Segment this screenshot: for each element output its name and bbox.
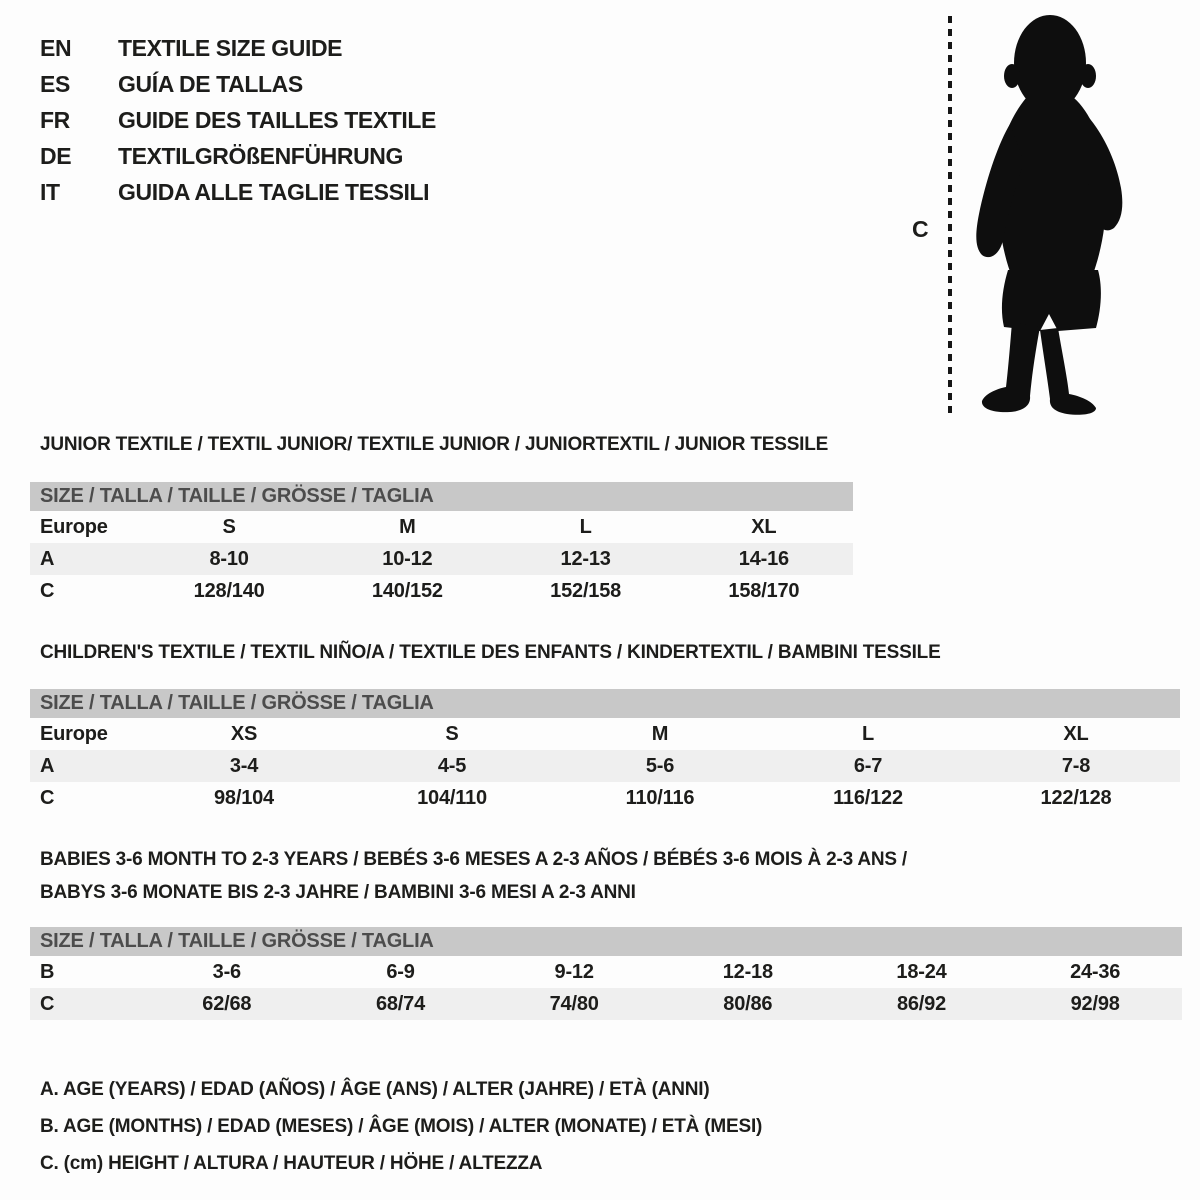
table-row (30, 543, 853, 575)
language-code: FR (40, 106, 70, 133)
language-code: DE (40, 142, 72, 169)
table-row (30, 988, 1182, 1020)
table-cell: 104/110 (417, 786, 487, 809)
table-cell: 74/80 (549, 992, 599, 1015)
table-cell: 92/98 (1070, 992, 1120, 1015)
table-cell: 12-13 (560, 547, 611, 570)
table-cell: 116/122 (833, 786, 903, 809)
row-label: B (40, 960, 55, 983)
junior-size-table (30, 482, 853, 607)
measure-legend (40, 1071, 762, 1182)
table-cell: 6-9 (386, 960, 415, 983)
row-label: Europe (40, 515, 108, 538)
language-title: GUÍA DE TALLAS (118, 70, 303, 97)
size-header-bar: SIZE / TALLA / TAILLE / GRÖSSE / TAGLIA (30, 482, 853, 511)
table-cell: 152/158 (550, 579, 622, 602)
language-title: GUIDA ALLE TAGLIE TESSILI (118, 178, 430, 205)
table-cell: 140/152 (371, 579, 443, 602)
table-row (30, 718, 1180, 750)
table-cell: 158/170 (728, 579, 800, 602)
language-title: TEXTILE SIZE GUIDE (118, 34, 343, 61)
list-item (40, 174, 436, 210)
table-cell: 4-5 (437, 754, 467, 777)
row-label: C (40, 579, 55, 602)
babies-section-title (40, 843, 907, 909)
table-row (30, 511, 853, 543)
babies-title-line2: BABYS 3-6 MONATE BIS 2-3 JAHRE / BAMBINI 3-6 MESI A 2-3 ANNI (40, 881, 636, 903)
legend-line-a: A. AGE (YEARS) / EDAD (AÑOS) / ÂGE (ANS) / ALTER (JAHRE) / ETÀ (ANNI) (40, 1078, 710, 1100)
table-cell: M (651, 722, 669, 745)
row-label: C (40, 992, 55, 1015)
table-cell: XS (230, 722, 258, 745)
table-row (30, 782, 1180, 814)
table-cell: 10-12 (382, 547, 433, 570)
table-cell: 6-7 (853, 754, 883, 777)
row-label: A (40, 547, 55, 570)
list-item (40, 66, 436, 102)
legend-line-b: B. AGE (MONTHS) / EDAD (MESES) / ÂGE (MOIS) / ALTER (MONATE) / ETÀ (MESI) (40, 1115, 763, 1137)
table-cell: S (445, 722, 459, 745)
babies-size-table (30, 927, 1182, 1020)
language-code: EN (40, 34, 72, 61)
language-code: ES (40, 70, 70, 97)
table-row (30, 575, 853, 607)
table-row (30, 750, 1180, 782)
table-cell: 7-8 (1061, 754, 1091, 777)
table-cell: 5-6 (645, 754, 675, 777)
baby-silhouette-icon (970, 12, 1130, 416)
language-list (40, 30, 436, 210)
height-dashed-line (948, 16, 952, 414)
height-measure-label: C (912, 216, 929, 242)
children-size-table (30, 689, 1180, 814)
table-cell: S (222, 515, 236, 538)
list-item (40, 138, 436, 174)
table-cell: 68/74 (375, 992, 426, 1015)
table-cell: 98/104 (214, 786, 274, 809)
language-code: IT (40, 178, 60, 205)
row-label: Europe (40, 722, 108, 745)
table-cell: L (861, 722, 875, 745)
table-cell: 122/128 (1040, 786, 1112, 809)
table-cell: 110/116 (625, 786, 695, 809)
table-cell: L (579, 515, 592, 538)
table-cell: XL (751, 515, 777, 538)
row-label: A (40, 754, 55, 777)
table-cell: 3-4 (229, 754, 259, 777)
row-label: C (40, 786, 55, 809)
table-cell: 80/86 (723, 992, 773, 1015)
table-cell: M (399, 515, 416, 538)
list-item (40, 102, 436, 138)
language-title: TEXTILGRÖßENFÜHRUNG (118, 142, 403, 169)
table-row (30, 956, 1182, 988)
list-item (40, 30, 436, 66)
table-cell: 86/92 (896, 992, 947, 1015)
table-cell: 24-36 (1070, 960, 1121, 983)
table-cell: 14-16 (738, 547, 789, 570)
language-title: GUIDE DES TAILLES TEXTILE (118, 106, 436, 133)
table-cell: 12-18 (722, 960, 773, 983)
table-cell: 8-10 (209, 547, 249, 570)
table-cell: 18-24 (896, 960, 947, 983)
babies-title-line1: BABIES 3-6 MONTH TO 2-3 YEARS / BEBÉS 3-6 MESES A 2-3 AÑOS / BÉBÉS 3-6 MOIS À 2-3 ANS / (40, 848, 908, 870)
legend-line-c: C. (cm) HEIGHT / ALTURA / HAUTEUR / HÖHE / ALTEZZA (40, 1152, 543, 1174)
size-header-bar: SIZE / TALLA / TAILLE / GRÖSSE / TAGLIA (30, 927, 1182, 956)
table-cell: 62/68 (202, 992, 252, 1015)
children-section-title: CHILDREN'S TEXTILE / TEXTIL NIÑO/A / TEXTILE DES ENFANTS / KINDERTEXTIL / BAMBINI TESSILE (40, 642, 941, 663)
size-header-bar: SIZE / TALLA / TAILLE / GRÖSSE / TAGLIA (30, 689, 1180, 718)
table-cell: 128/140 (193, 579, 265, 602)
table-cell: 3-6 (212, 960, 241, 983)
junior-section-title: JUNIOR TEXTILE / TEXTIL JUNIOR/ TEXTILE JUNIOR / JUNIORTEXTIL / JUNIOR TESSILE (40, 434, 829, 455)
table-cell: 9-12 (554, 960, 594, 983)
table-cell: XL (1063, 722, 1089, 745)
